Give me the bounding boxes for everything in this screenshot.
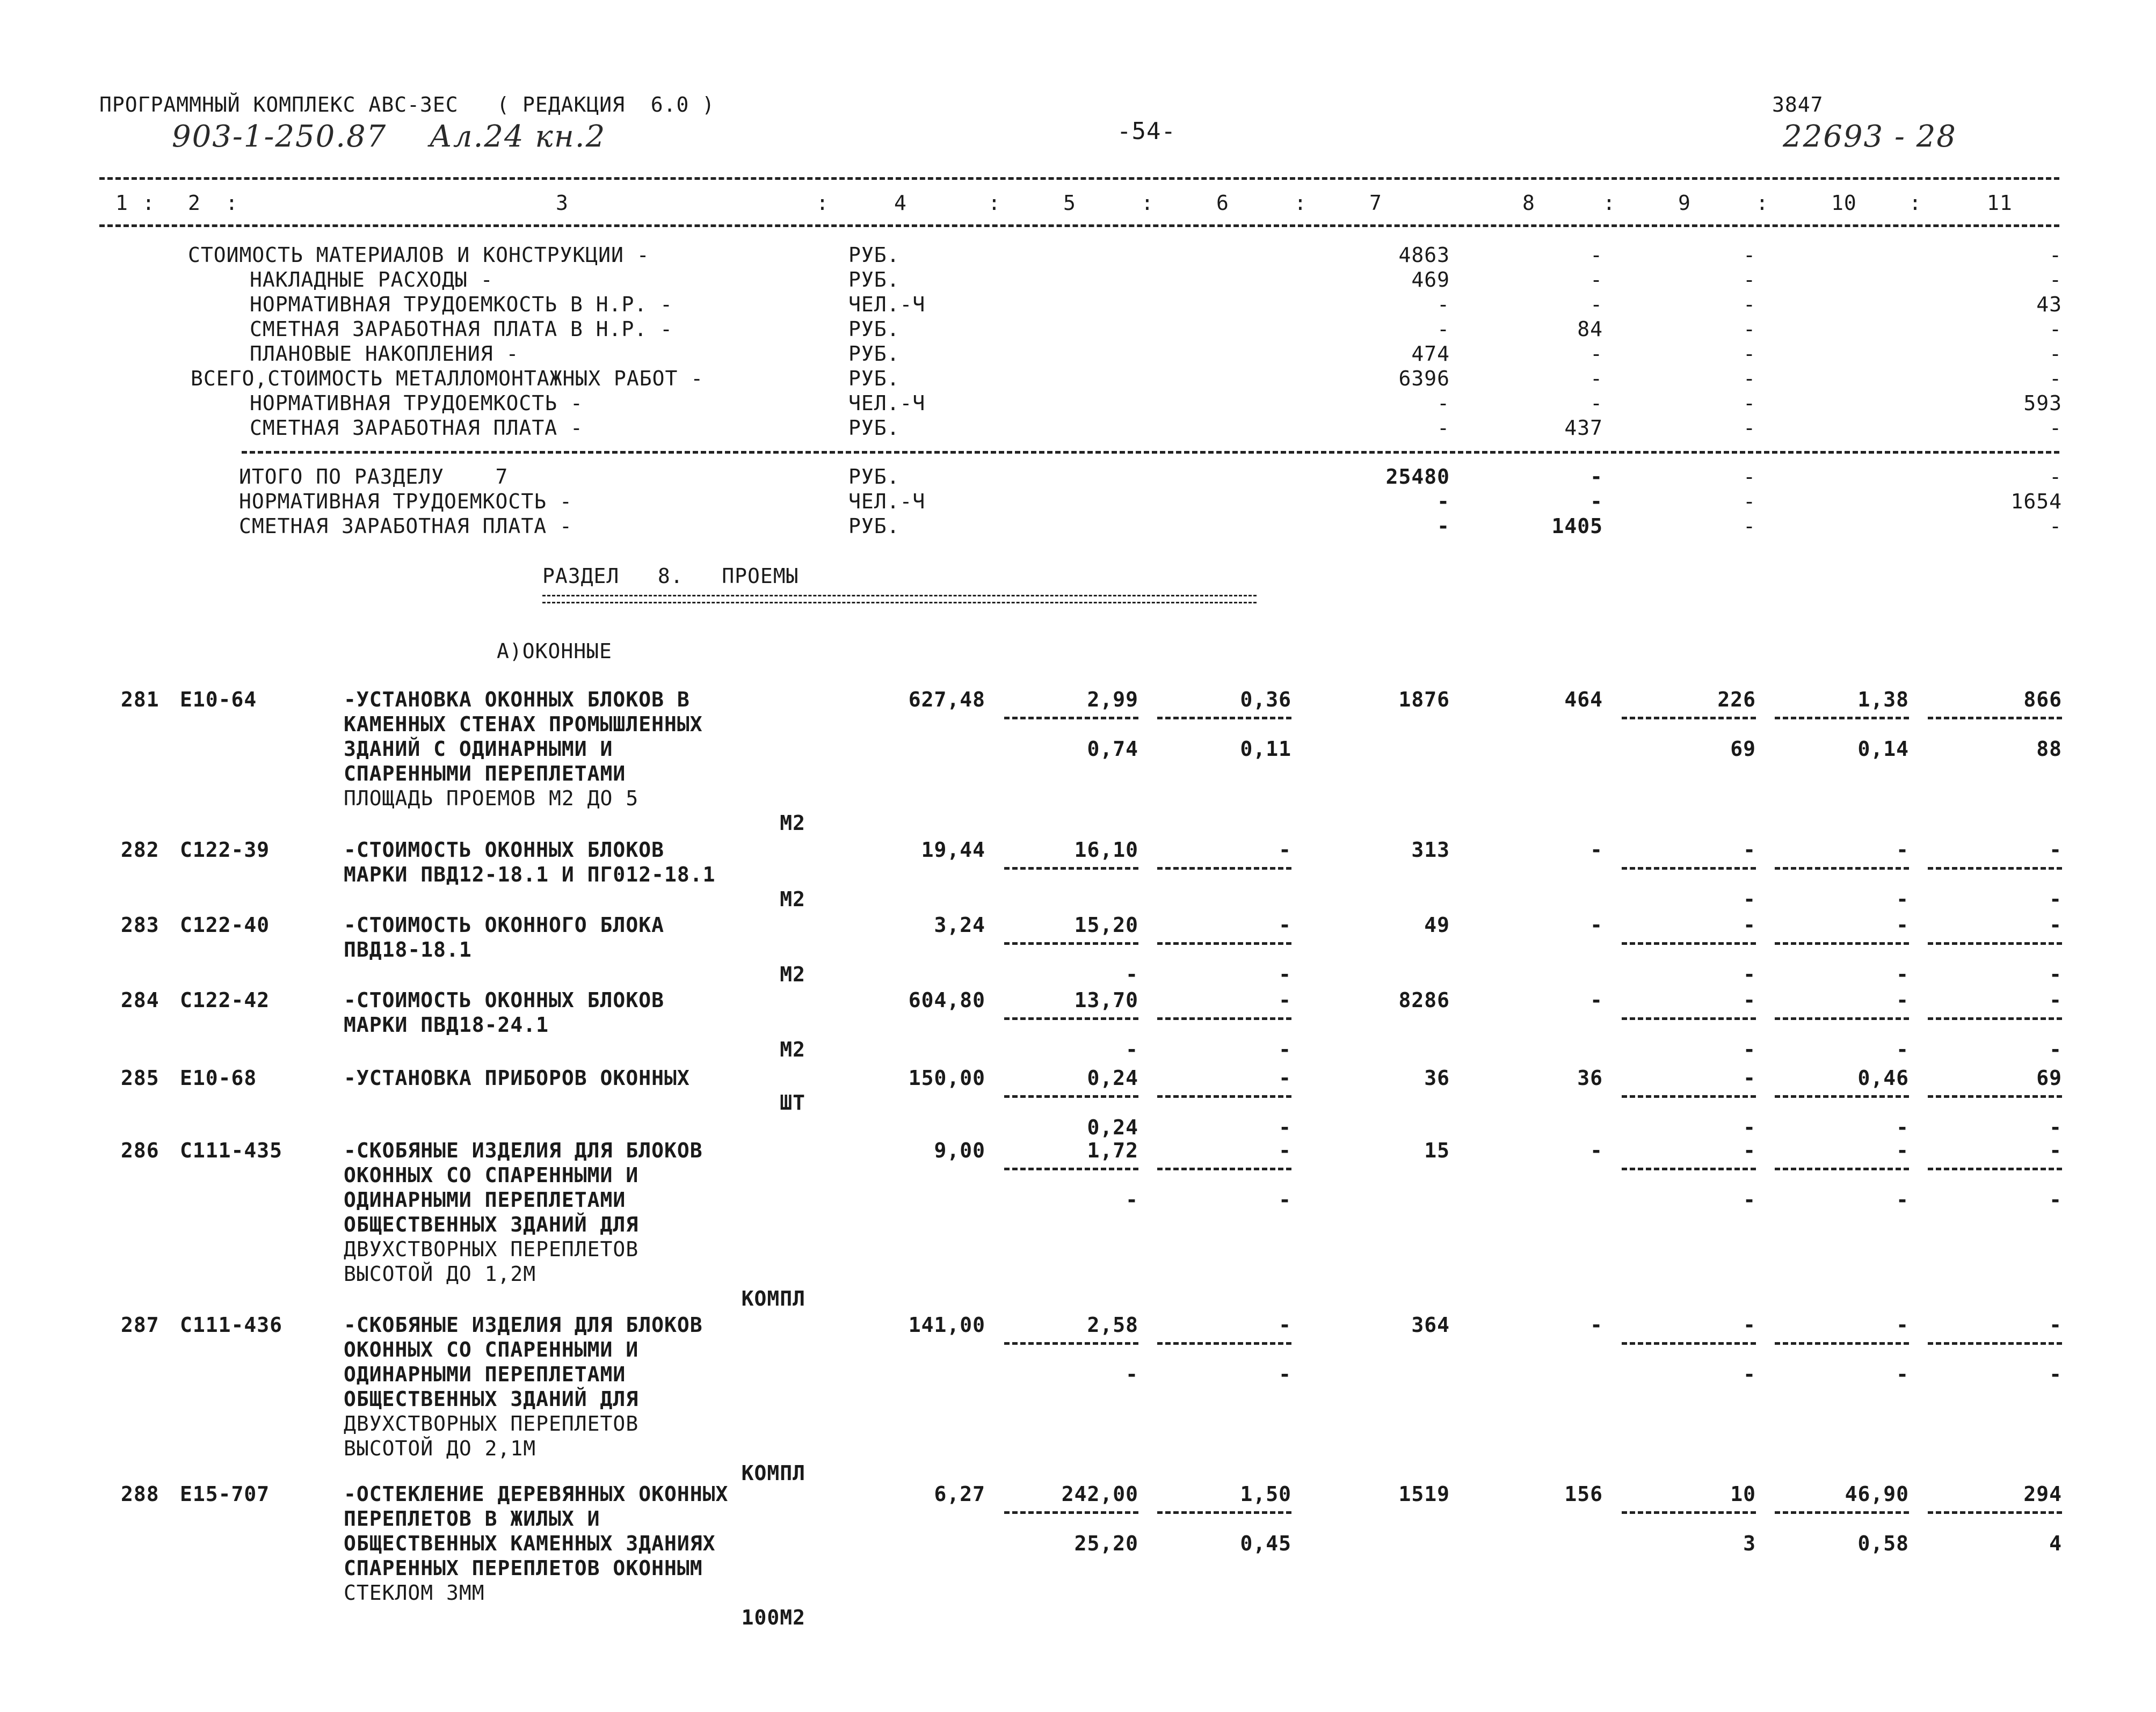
item-value-c11b: - xyxy=(2049,1363,2062,1386)
total-unit: ЧЕЛ.-Ч xyxy=(848,490,926,513)
column-header-c3: 3 xyxy=(556,191,569,215)
item-description-line: ВЫСОТОЙ ДО 2,1М xyxy=(344,1437,536,1460)
item-value-c5b: - xyxy=(1126,1188,1138,1212)
item-value-c11b: 88 xyxy=(2036,737,2062,761)
item-sep-c6 xyxy=(1157,1095,1291,1098)
total-value-c7: - xyxy=(1437,514,1450,538)
item-value-c6: - xyxy=(1279,1066,1291,1090)
item-value-c7: 1876 xyxy=(1398,688,1450,711)
summary-value-c7: 469 xyxy=(1411,268,1450,292)
item-sep-c6 xyxy=(1157,1511,1291,1514)
item-value-c5b: - xyxy=(1126,963,1138,986)
item-value-c10: - xyxy=(1896,1139,1909,1162)
item-unit: М2 xyxy=(780,963,805,986)
item-description-line: ОКОННЫХ СО СПАРЕННЫМИ И xyxy=(344,1163,639,1187)
item-code: Е15-707 xyxy=(180,1482,270,1506)
summary-value-c9: - xyxy=(1743,317,1756,341)
item-value-c10b: - xyxy=(1896,1038,1909,1061)
summary-value-c9: - xyxy=(1743,243,1756,267)
total-value-c11: 1654 xyxy=(2010,490,2062,513)
item-value-c10: - xyxy=(1896,1313,1909,1337)
section-subtitle: А)ОКОННЫЕ xyxy=(497,639,612,663)
item-value-c10b: - xyxy=(1896,887,1909,911)
column-header-s4: : xyxy=(988,191,1001,215)
item-value-c8: - xyxy=(1590,913,1603,937)
item-value-c9: 10 xyxy=(1730,1482,1756,1506)
item-sep-c10 xyxy=(1775,1342,1909,1345)
column-header-c1: 1 xyxy=(115,191,128,215)
item-value-c4: 604,80 xyxy=(908,988,985,1012)
summary-value-c8: 84 xyxy=(1577,317,1603,341)
item-sep-c6 xyxy=(1157,867,1291,870)
item-sep-c6 xyxy=(1157,1168,1291,1170)
summary-label: СТОИМОСТЬ МАТЕРИАЛОВ И КОНСТРУКЦИИ - xyxy=(188,243,650,267)
summary-value-c11: 43 xyxy=(2036,293,2062,316)
item-value-c9b: 3 xyxy=(1743,1532,1756,1555)
item-value-c11: - xyxy=(2049,838,2062,862)
item-value-c11: 866 xyxy=(2023,688,2062,711)
item-description-line: -СКОБЯНЫЕ ИЗДЕЛИЯ ДЛЯ БЛОКОВ xyxy=(344,1139,703,1162)
item-sep-c10 xyxy=(1775,1017,1909,1020)
summary-value-c9: - xyxy=(1743,416,1756,440)
item-sep-c11 xyxy=(1928,942,2062,945)
item-value-c11b: - xyxy=(2049,963,2062,986)
item-value-c8: - xyxy=(1590,838,1603,862)
item-value-c10b: - xyxy=(1896,1188,1909,1212)
item-description-line: КАМЕННЫХ СТЕНАХ ПРОМЫШЛЕННЫХ xyxy=(344,712,703,736)
summary-unit: РУБ. xyxy=(848,268,900,292)
item-value-c11b: - xyxy=(2049,1038,2062,1061)
item-description-line: МАРКИ ПВД12-18.1 И ПГ012-18.1 xyxy=(344,863,716,886)
item-unit: КОМПЛ xyxy=(741,1287,805,1310)
summary-unit: РУБ. xyxy=(848,416,900,440)
summary-label: СМЕТНАЯ ЗАРАБОТНАЯ ПЛАТА - xyxy=(250,416,583,440)
item-value-c11b: - xyxy=(2049,887,2062,911)
item-sep-c6 xyxy=(1157,1342,1291,1345)
item-description-line: ЗДАНИЙ С ОДИНАРНЫМИ И xyxy=(344,737,613,761)
summary-unit: РУБ. xyxy=(848,317,900,341)
column-header-s5: : xyxy=(1141,191,1154,215)
item-value-c6b: - xyxy=(1279,1188,1291,1212)
item-value-c6b: 0,11 xyxy=(1240,737,1291,761)
item-sep-c10 xyxy=(1775,1168,1909,1170)
item-description-line: ВЫСОТОЙ ДО 1,2М xyxy=(344,1262,536,1286)
item-sep-c9 xyxy=(1622,1168,1756,1170)
item-value-c5b: - xyxy=(1126,1038,1138,1061)
summary-value-c8: - xyxy=(1590,293,1603,316)
item-code: С111-436 xyxy=(180,1313,283,1337)
page-number: -54- xyxy=(1117,118,1176,145)
item-value-c6: - xyxy=(1279,838,1291,862)
summary-value-c7: - xyxy=(1437,293,1450,316)
total-value-c8: 1405 xyxy=(1551,514,1603,538)
item-sep-c5 xyxy=(1004,942,1138,945)
item-sep-c10 xyxy=(1775,1511,1909,1514)
item-value-c6: - xyxy=(1279,988,1291,1012)
column-header-s10: : xyxy=(1909,191,1922,215)
item-description-line: СТЕКЛОМ 3ММ xyxy=(344,1581,485,1605)
summary-label: НОРМАТИВНАЯ ТРУДОЕМКОСТЬ - xyxy=(250,391,583,415)
column-header-c8: 8 xyxy=(1522,191,1535,215)
column-header-s9: : xyxy=(1756,191,1769,215)
summary-value-c11: - xyxy=(2049,243,2062,267)
summary-value-c8: - xyxy=(1590,243,1603,267)
item-value-c5b: - xyxy=(1126,1363,1138,1386)
total-label: СМЕТНАЯ ЗАРАБОТНАЯ ПЛАТА - xyxy=(239,514,572,538)
item-sep-c6 xyxy=(1157,1017,1291,1020)
item-value-c11: 69 xyxy=(2036,1066,2062,1090)
item-value-c5: 15,20 xyxy=(1074,913,1138,937)
item-unit: М2 xyxy=(780,887,805,911)
item-value-c11: - xyxy=(2049,913,2062,937)
item-description-line: ОКОННЫХ СО СПАРЕННЫМИ И xyxy=(344,1338,639,1361)
item-value-c6: - xyxy=(1279,913,1291,937)
item-value-c9: - xyxy=(1743,1313,1756,1337)
item-description-line: СПАРЕННЫХ ПЕРЕПЛЕТОВ ОКОННЫМ xyxy=(344,1556,703,1580)
summary-value-c11: - xyxy=(2049,416,2062,440)
total-value-c9: - xyxy=(1743,490,1756,513)
summary-value-c11: 593 xyxy=(2023,391,2062,415)
item-sep-c10 xyxy=(1775,1095,1909,1098)
column-header-c4: 4 xyxy=(894,191,907,215)
item-value-c4: 6,27 xyxy=(934,1482,985,1506)
summary-value-c9: - xyxy=(1743,391,1756,415)
item-value-c5: 13,70 xyxy=(1074,988,1138,1012)
handwritten-project-ref: 903-1-250.87 Ал.24 кн.2 xyxy=(172,119,606,154)
column-header-s2: : xyxy=(226,191,238,215)
item-value-c9b: - xyxy=(1743,1116,1756,1139)
summary-value-c7: 6396 xyxy=(1398,367,1450,390)
item-value-c9b: - xyxy=(1743,963,1756,986)
summary-value-c7: - xyxy=(1437,317,1450,341)
summary-value-c9: - xyxy=(1743,293,1756,316)
item-value-c7: 36 xyxy=(1424,1066,1450,1090)
item-number: 286 xyxy=(121,1139,159,1162)
section-title: РАЗДЕЛ 8. ПРОЕМЫ xyxy=(542,564,799,588)
item-value-c10b: - xyxy=(1896,1116,1909,1139)
item-value-c8: 464 xyxy=(1564,688,1603,711)
item-number: 283 xyxy=(121,913,159,937)
section-title-underline xyxy=(542,595,1257,603)
item-sep-c9 xyxy=(1622,867,1756,870)
summary-value-c11: - xyxy=(2049,317,2062,341)
item-value-c5b: 25,20 xyxy=(1074,1532,1138,1555)
item-value-c11: 294 xyxy=(2023,1482,2062,1506)
item-value-c4: 150,00 xyxy=(908,1066,985,1090)
item-code: Е10-64 xyxy=(180,688,257,711)
item-number: 285 xyxy=(121,1066,159,1090)
item-value-c6b: - xyxy=(1279,963,1291,986)
item-value-c4: 9,00 xyxy=(934,1139,985,1162)
item-value-c6b: - xyxy=(1279,1116,1291,1139)
item-value-c4: 19,44 xyxy=(921,838,985,862)
item-description-line: МАРКИ ПВД18-24.1 xyxy=(344,1013,549,1037)
total-unit: РУБ. xyxy=(848,465,900,489)
column-header-c6: 6 xyxy=(1216,191,1229,215)
summary-value-c7: - xyxy=(1437,416,1450,440)
summary-value-c7: 4863 xyxy=(1398,243,1450,267)
item-value-c11b: - xyxy=(2049,1116,2062,1139)
program-header: ПРОГРАММНЫЙ КОМПЛЕКС АВС-ЗЕС ( РЕДАКЦИЯ 6.0 ) xyxy=(99,93,715,116)
item-sep-c9 xyxy=(1622,1095,1756,1098)
item-value-c5: 1,72 xyxy=(1087,1139,1138,1162)
item-value-c4: 3,24 xyxy=(934,913,985,937)
item-value-c6: - xyxy=(1279,1139,1291,1162)
item-description-line: ОБЩЕСТВЕННЫХ ЗДАНИЙ ДЛЯ xyxy=(344,1387,639,1411)
item-sep-c5 xyxy=(1004,1017,1138,1020)
item-description-line: -СТОИМОСТЬ ОКОННЫХ БЛОКОВ xyxy=(344,988,664,1012)
summary-value-c11: - xyxy=(2049,367,2062,390)
header-rule-bottom xyxy=(99,224,2059,227)
item-number: 281 xyxy=(121,688,159,711)
summary-value-c7: 474 xyxy=(1411,342,1450,366)
item-value-c9b: - xyxy=(1743,1188,1756,1212)
item-value-c8: 156 xyxy=(1564,1482,1603,1506)
item-sep-c6 xyxy=(1157,717,1291,719)
item-description-line: -УСТАНОВКА ОКОННЫХ БЛОКОВ В xyxy=(344,688,690,711)
item-value-c7: 1519 xyxy=(1398,1482,1450,1506)
item-value-c6: 0,36 xyxy=(1240,688,1291,711)
column-header-c11: 11 xyxy=(1987,191,2013,215)
item-value-c8: - xyxy=(1590,988,1603,1012)
item-sep-c11 xyxy=(1928,1095,2062,1098)
item-value-c10: - xyxy=(1896,988,1909,1012)
column-header-s1: : xyxy=(142,191,155,215)
summary-divider xyxy=(242,451,2059,454)
summary-value-c9: - xyxy=(1743,342,1756,366)
item-sep-c5 xyxy=(1004,1168,1138,1170)
item-description-line: СПАРЕННЫМИ ПЕРЕПЛЕТАМИ xyxy=(344,762,626,785)
item-unit: 100М2 xyxy=(741,1606,805,1629)
item-sep-c11 xyxy=(1928,867,2062,870)
item-value-c6b: - xyxy=(1279,1363,1291,1386)
item-value-c9b: - xyxy=(1743,887,1756,911)
summary-label: НОРМАТИВНАЯ ТРУДОЕМКОСТЬ В Н.Р. - xyxy=(250,293,673,316)
column-header-s8: : xyxy=(1603,191,1616,215)
summary-value-c9: - xyxy=(1743,268,1756,292)
total-unit: РУБ. xyxy=(848,514,900,538)
total-value-c7: 25480 xyxy=(1385,465,1450,489)
item-value-c5b: 0,74 xyxy=(1087,737,1138,761)
item-value-c4: 141,00 xyxy=(908,1313,985,1337)
item-sep-c11 xyxy=(1928,717,2062,719)
summary-unit: РУБ. xyxy=(848,243,900,267)
item-code: С122-42 xyxy=(180,988,270,1012)
column-header-s3: : xyxy=(816,191,829,215)
item-value-c9: - xyxy=(1743,913,1756,937)
item-sep-c9 xyxy=(1622,717,1756,719)
summary-unit: РУБ. xyxy=(848,367,900,390)
item-code: С122-39 xyxy=(180,838,270,862)
total-value-c7: - xyxy=(1437,490,1450,513)
item-value-c10: - xyxy=(1896,838,1909,862)
item-sep-c9 xyxy=(1622,942,1756,945)
item-value-c6b: 0,45 xyxy=(1240,1532,1291,1555)
item-number: 282 xyxy=(121,838,159,862)
item-code: С111-435 xyxy=(180,1139,283,1162)
item-sep-c10 xyxy=(1775,942,1909,945)
summary-label: ПЛАНОВЫЕ НАКОПЛЕНИЯ - xyxy=(250,342,519,366)
item-value-c6b: - xyxy=(1279,1038,1291,1061)
item-value-c8: 36 xyxy=(1577,1066,1603,1090)
item-value-c11b: 4 xyxy=(2049,1532,2062,1555)
handwritten-doc-number: 22693 - 28 xyxy=(1783,119,1957,154)
item-sep-c11 xyxy=(1928,1017,2062,1020)
item-value-c10: 46,90 xyxy=(1845,1482,1909,1506)
item-description-line: ОДИНАРНЫМИ ПЕРЕПЛЕТАМИ xyxy=(344,1188,626,1212)
item-value-c9: - xyxy=(1743,1139,1756,1162)
item-number: 287 xyxy=(121,1313,159,1337)
total-value-c9: - xyxy=(1743,465,1756,489)
total-value-c11: - xyxy=(2049,465,2062,489)
item-value-c6: - xyxy=(1279,1313,1291,1337)
item-sep-c9 xyxy=(1622,1342,1756,1345)
item-sep-c5 xyxy=(1004,1342,1138,1345)
item-value-c5: 242,00 xyxy=(1061,1482,1138,1506)
item-description-line: -СТОИМОСТЬ ОКОННОГО БЛОКА xyxy=(344,913,664,937)
item-value-c9b: 69 xyxy=(1730,737,1756,761)
item-value-c4: 627,48 xyxy=(908,688,985,711)
doc-code-top: 3847 xyxy=(1772,93,1824,116)
item-sep-c11 xyxy=(1928,1511,2062,1514)
item-sep-c9 xyxy=(1622,1017,1756,1020)
summary-value-c11: - xyxy=(2049,268,2062,292)
item-value-c9: - xyxy=(1743,988,1756,1012)
item-value-c10b: - xyxy=(1896,1363,1909,1386)
summary-value-c11: - xyxy=(2049,342,2062,366)
item-description-line: ОБЩЕСТВЕННЫХ ЗДАНИЙ ДЛЯ xyxy=(344,1213,639,1236)
column-header-c7: 7 xyxy=(1369,191,1382,215)
summary-label: НАКЛАДНЫЕ РАСХОДЫ - xyxy=(250,268,493,292)
column-header-c5: 5 xyxy=(1063,191,1076,215)
summary-label: СМЕТНАЯ ЗАРАБОТНАЯ ПЛАТА В Н.Р. - xyxy=(250,317,673,341)
column-header-s6: : xyxy=(1294,191,1307,215)
item-value-c10: 1,38 xyxy=(1857,688,1909,711)
item-value-c9: - xyxy=(1743,1066,1756,1090)
total-value-c11: - xyxy=(2049,514,2062,538)
item-value-c5: 0,24 xyxy=(1087,1066,1138,1090)
item-sep-c5 xyxy=(1004,1095,1138,1098)
item-description-line: ДВУХСТВОРНЫХ ПЕРЕПЛЕТОВ xyxy=(344,1412,639,1436)
item-value-c11: - xyxy=(2049,1139,2062,1162)
summary-value-c8: - xyxy=(1590,342,1603,366)
item-sep-c10 xyxy=(1775,717,1909,719)
summary-value-c7: - xyxy=(1437,391,1450,415)
item-value-c5b: 0,24 xyxy=(1087,1116,1138,1139)
item-sep-c11 xyxy=(1928,1168,2062,1170)
item-value-c7: 49 xyxy=(1424,913,1450,937)
item-unit: М2 xyxy=(780,1038,805,1061)
summary-label: ВСЕГО,СТОИМОСТЬ МЕТАЛЛОМОНТАЖНЫХ РАБОТ - xyxy=(191,367,704,390)
item-value-c10b: 0,58 xyxy=(1857,1532,1909,1555)
item-value-c10b: - xyxy=(1896,963,1909,986)
summary-value-c8: 437 xyxy=(1564,416,1603,440)
item-value-c8: - xyxy=(1590,1313,1603,1337)
total-value-c8: - xyxy=(1590,465,1603,489)
summary-unit: ЧЕЛ.-Ч xyxy=(848,391,926,415)
item-value-c9: - xyxy=(1743,838,1756,862)
summary-value-c9: - xyxy=(1743,367,1756,390)
header-rule-top xyxy=(99,177,2059,180)
item-value-c9b: - xyxy=(1743,1038,1756,1061)
item-unit: КОМПЛ xyxy=(741,1461,805,1485)
summary-value-c8: - xyxy=(1590,367,1603,390)
summary-unit: ЧЕЛ.-Ч xyxy=(848,293,926,316)
item-unit: ШТ xyxy=(780,1091,805,1114)
item-sep-c6 xyxy=(1157,942,1291,945)
item-description-line: ОДИНАРНЫМИ ПЕРЕПЛЕТАМИ xyxy=(344,1363,626,1386)
total-value-c9: - xyxy=(1743,514,1756,538)
item-value-c5: 2,99 xyxy=(1087,688,1138,711)
item-value-c10: - xyxy=(1896,913,1909,937)
column-header-c10: 10 xyxy=(1831,191,1857,215)
item-value-c9b: - xyxy=(1743,1363,1756,1386)
item-description-line: ПЛОЩАДЬ ПРОЕМОВ М2 ДО 5 xyxy=(344,786,639,810)
item-sep-c5 xyxy=(1004,1511,1138,1514)
column-header-c9: 9 xyxy=(1678,191,1691,215)
item-code: С122-40 xyxy=(180,913,270,937)
item-value-c10b: 0,14 xyxy=(1857,737,1909,761)
total-label: НОРМАТИВНАЯ ТРУДОЕМКОСТЬ - xyxy=(239,490,572,513)
item-description-line: ДВУХСТВОРНЫХ ПЕРЕПЛЕТОВ xyxy=(344,1237,639,1261)
item-value-c6: 1,50 xyxy=(1240,1482,1291,1506)
column-header-c2: 2 xyxy=(188,191,201,215)
item-description-line: -СКОБЯНЫЕ ИЗДЕЛИЯ ДЛЯ БЛОКОВ xyxy=(344,1313,703,1337)
item-code: Е10-68 xyxy=(180,1066,257,1090)
item-description-line: ПВД18-18.1 xyxy=(344,938,472,961)
total-label: ИТОГО ПО РАЗДЕЛУ 7 xyxy=(239,465,509,489)
item-unit: М2 xyxy=(780,811,805,835)
item-value-c5: 16,10 xyxy=(1074,838,1138,862)
item-sep-c5 xyxy=(1004,717,1138,719)
item-sep-c10 xyxy=(1775,867,1909,870)
item-value-c11b: - xyxy=(2049,1188,2062,1212)
item-value-c11: - xyxy=(2049,1313,2062,1337)
item-value-c7: 8286 xyxy=(1398,988,1450,1012)
item-description-line: -УСТАНОВКА ПРИБОРОВ ОКОННЫХ xyxy=(344,1066,690,1090)
summary-value-c8: - xyxy=(1590,268,1603,292)
item-description-line: -СТОИМОСТЬ ОКОННЫХ БЛОКОВ xyxy=(344,838,664,862)
item-value-c7: 364 xyxy=(1411,1313,1450,1337)
summary-unit: РУБ. xyxy=(848,342,900,366)
item-value-c10: 0,46 xyxy=(1857,1066,1909,1090)
item-number: 288 xyxy=(121,1482,159,1506)
summary-value-c8: - xyxy=(1590,391,1603,415)
total-value-c8: - xyxy=(1590,490,1603,513)
item-number: 284 xyxy=(121,988,159,1012)
item-value-c7: 15 xyxy=(1424,1139,1450,1162)
item-value-c9: 226 xyxy=(1717,688,1756,711)
item-description-line: ПЕРЕПЛЕТОВ В ЖИЛЫХ И xyxy=(344,1507,600,1531)
item-value-c11: - xyxy=(2049,988,2062,1012)
item-value-c5: 2,58 xyxy=(1087,1313,1138,1337)
item-value-c8: - xyxy=(1590,1139,1603,1162)
item-sep-c11 xyxy=(1928,1342,2062,1345)
item-value-c7: 313 xyxy=(1411,838,1450,862)
item-sep-c9 xyxy=(1622,1511,1756,1514)
item-description-line: ОБЩЕСТВЕННЫХ КАМЕННЫХ ЗДАНИЯХ xyxy=(344,1532,716,1555)
item-description-line: -ОСТЕКЛЕНИЕ ДЕРЕВЯННЫХ ОКОННЫХ xyxy=(344,1482,729,1506)
item-sep-c5 xyxy=(1004,867,1138,870)
